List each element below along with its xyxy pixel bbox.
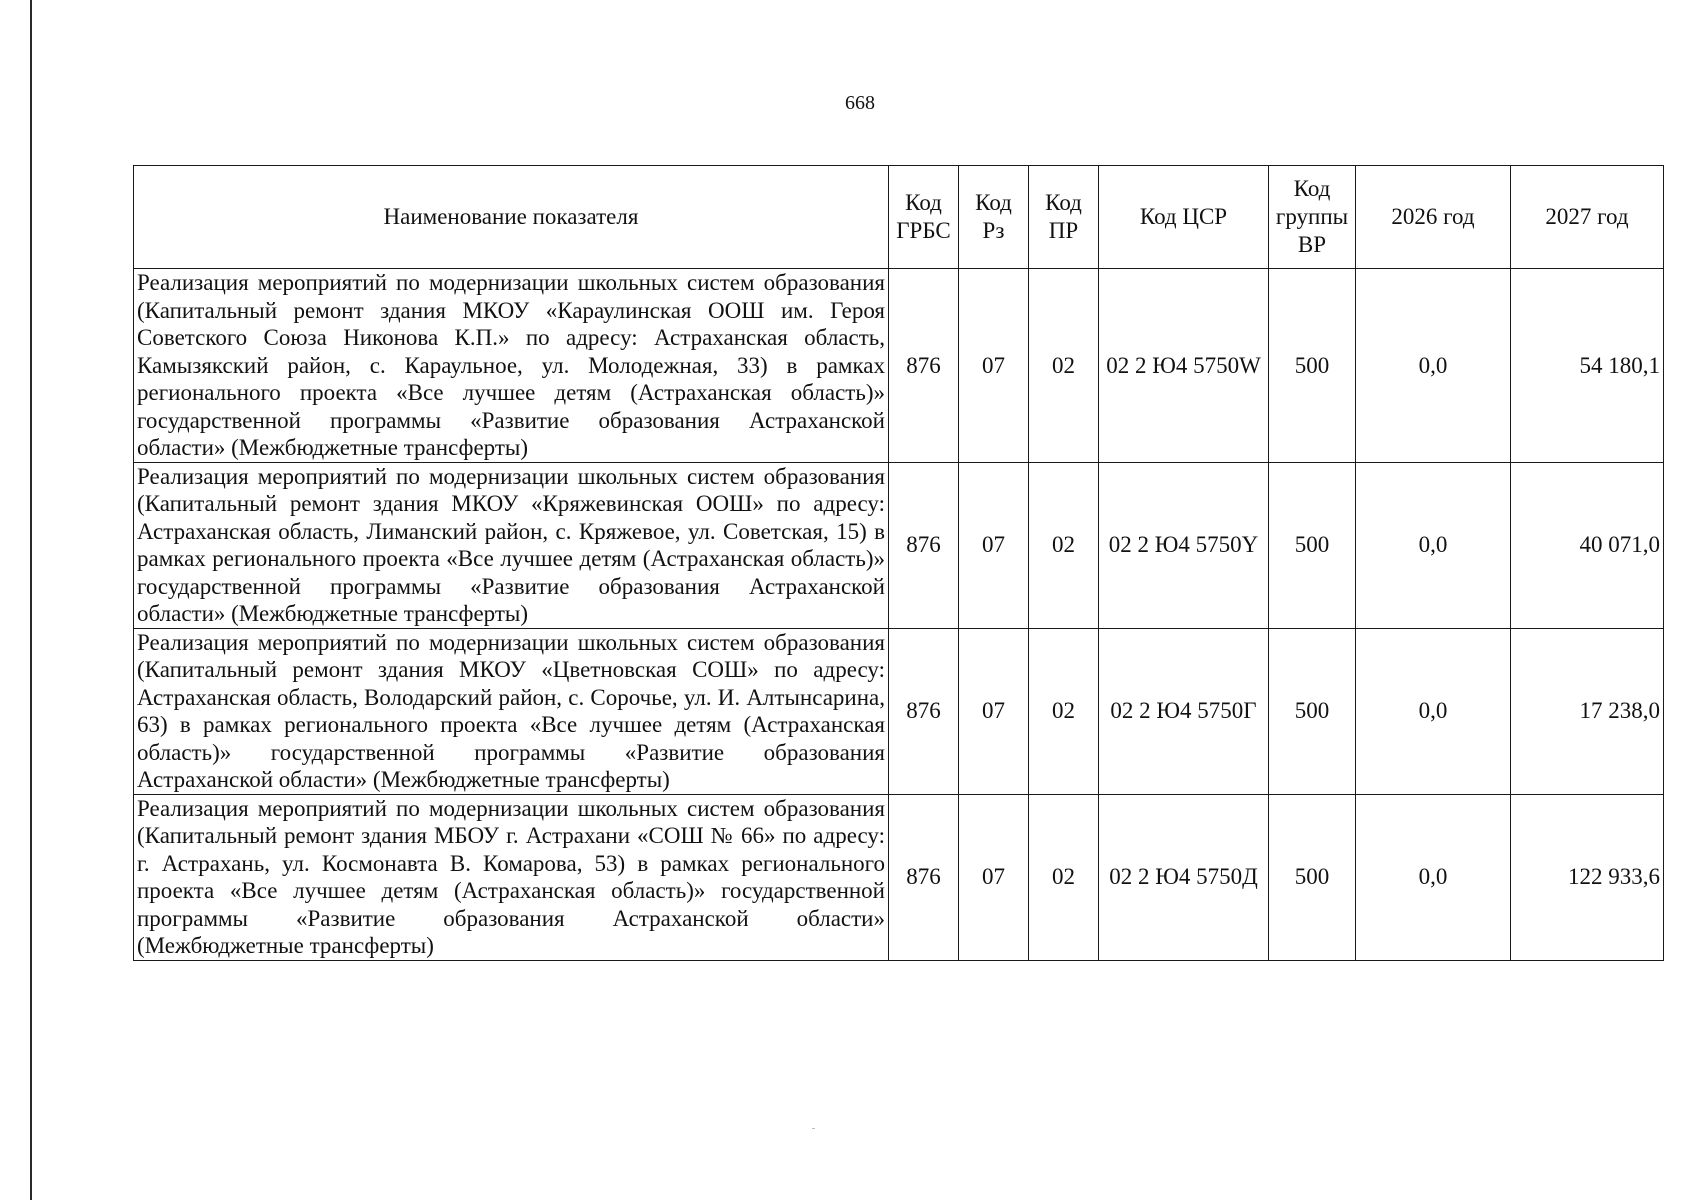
table-row xyxy=(134,794,1664,960)
cell-pr: 02 xyxy=(1029,269,1099,463)
cell-csr: 02 2 Ю4 5750Y xyxy=(1099,462,1269,628)
budget-table xyxy=(133,165,1664,961)
table-row xyxy=(134,628,1664,794)
cell-pr: 02 xyxy=(1029,794,1099,960)
cell-2027: 17 238,0 xyxy=(1511,628,1664,794)
cell-vr: 500 xyxy=(1269,794,1356,960)
cell-2027: 40 071,0 xyxy=(1511,462,1664,628)
cell-vr: 500 xyxy=(1269,628,1356,794)
cell-pr: 02 xyxy=(1029,628,1099,794)
cell-grbs: 876 xyxy=(889,628,959,794)
cell-name: Реализация мероприятий по модернизации школьных систем образования (Капитальный ремонт здания МКОУ «Цветновская СОШ» по адресу: Астраханская область, Володарский район, с. Сорочье, ул. И. Алтынсарина, 63) в рамках регионального проекта «Все лучшее детям (Астраханская область)» государственной программы «Развитие образования Астраханской области» (Межбюджетные трансферты) xyxy=(134,628,889,794)
header-pr: Код ПР xyxy=(1029,166,1099,269)
cell-rz: 07 xyxy=(959,269,1029,463)
header-rz: Код Рз xyxy=(959,166,1029,269)
cell-rz: 07 xyxy=(959,794,1029,960)
cell-name: Реализация мероприятий по модернизации школьных систем образования (Капитальный ремонт здания МБОУ г. Астрахани «СОШ № 66» по адресу: г. Астрахань, ул. Космонавта В. Комарова, 53) в рамках регионального проекта «Все лучшее детям (Астраханская область)» государственной программы «Развитие образования Астраханской области» (Межбюджетные трансферты) xyxy=(134,794,889,960)
cell-name: Реализация мероприятий по модернизации школьных систем образования (Капитальный ремонт здания МКОУ «Караулинская ООШ им. Героя Советского Союза Никонова К.П.» по адресу: Астраханская область, Камызякский район, с. Караульное, ул. Молодежная, 33) в рамках регионального проекта «Все лучшее детям (Астраханская область)» государственной программы «Развитие образования Астраханской области» (Межбюджетные трансферты) xyxy=(134,269,889,463)
table-header-row xyxy=(134,166,1664,269)
cell-grbs: 876 xyxy=(889,794,959,960)
header-2027: 2027 год xyxy=(1511,166,1664,269)
header-2026: 2026 год xyxy=(1356,166,1511,269)
cell-2027: 54 180,1 xyxy=(1511,269,1664,463)
cell-2026: 0,0 xyxy=(1356,628,1511,794)
page-number: 668 xyxy=(845,92,875,114)
cell-2026: 0,0 xyxy=(1356,462,1511,628)
scan-speck xyxy=(812,1128,815,1129)
cell-vr: 500 xyxy=(1269,462,1356,628)
cell-name: Реализация мероприятий по модернизации школьных систем образования (Капитальный ремонт здания МКОУ «Кряжевинская ООШ» по адресу: Астраханская область, Лиманский район, с. Кряжевое, ул. Советская, 15) в рамках регионального проекта «Все лучшее детям (Астраханская область)» государственной программы «Развитие образования Астраханской области» (Межбюджетные трансферты) xyxy=(134,462,889,628)
cell-2026: 0,0 xyxy=(1356,269,1511,463)
header-name: Наименование показателя xyxy=(134,166,889,269)
table-row xyxy=(134,462,1664,628)
cell-csr: 02 2 Ю4 5750W xyxy=(1099,269,1269,463)
cell-csr: 02 2 Ю4 5750Г xyxy=(1099,628,1269,794)
cell-rz: 07 xyxy=(959,628,1029,794)
cell-csr: 02 2 Ю4 5750Д xyxy=(1099,794,1269,960)
cell-vr: 500 xyxy=(1269,269,1356,463)
cell-grbs: 876 xyxy=(889,462,959,628)
cell-rz: 07 xyxy=(959,462,1029,628)
header-grbs: Код ГРБС xyxy=(889,166,959,269)
table-row xyxy=(134,269,1664,463)
cell-2027: 122 933,6 xyxy=(1511,794,1664,960)
header-vr: Код группы ВР xyxy=(1269,166,1356,269)
cell-grbs: 876 xyxy=(889,269,959,463)
cell-2026: 0,0 xyxy=(1356,794,1511,960)
left-margin-rule xyxy=(30,0,32,1200)
cell-pr: 02 xyxy=(1029,462,1099,628)
header-csr: Код ЦСР xyxy=(1099,166,1269,269)
